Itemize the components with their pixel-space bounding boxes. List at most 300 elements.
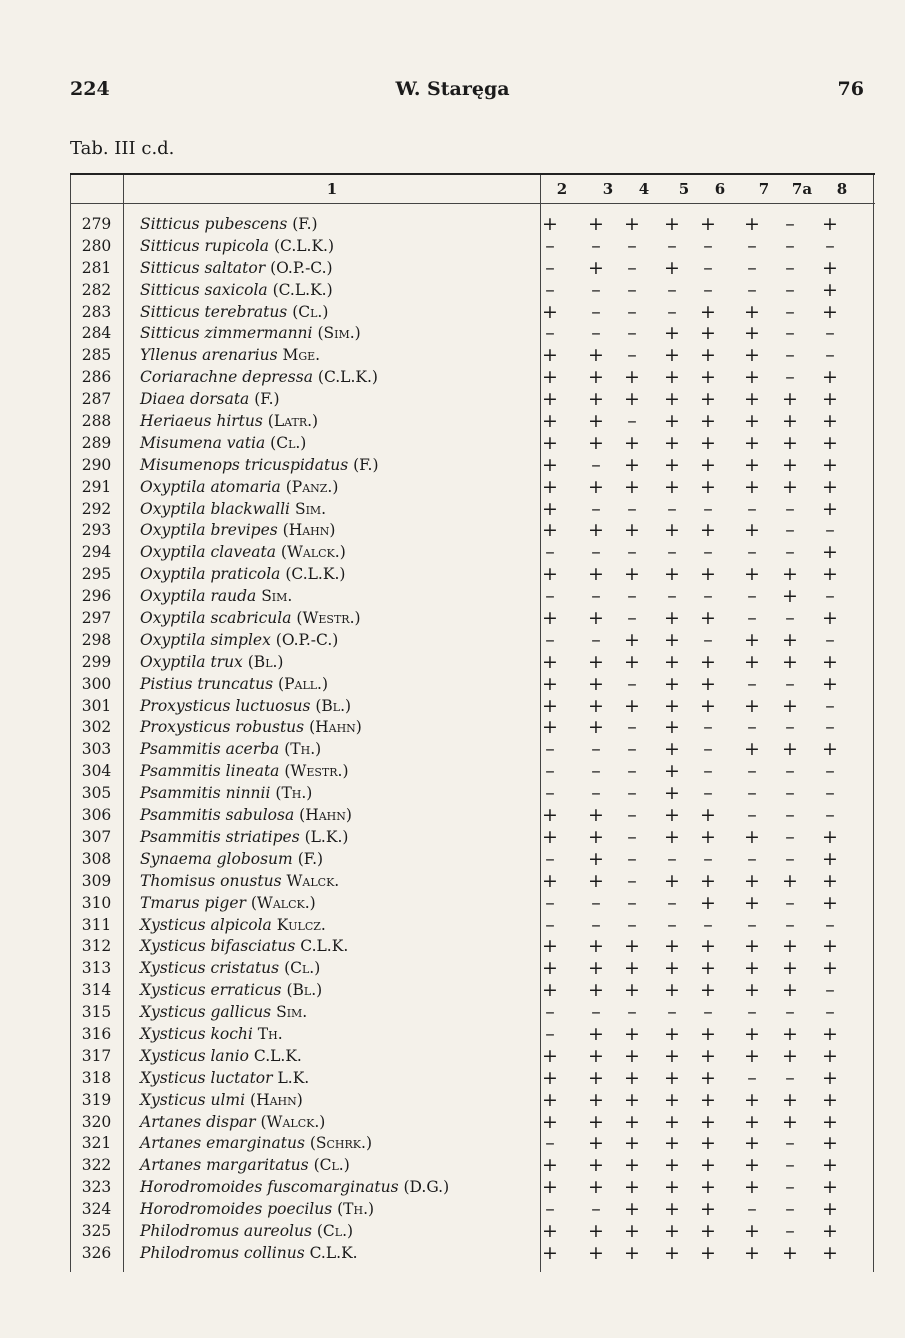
- species-binomial: Oxyptila simplex: [140, 630, 271, 649]
- absence-mark: –: [785, 847, 795, 870]
- table-row: [70, 716, 875, 738]
- presence-mark: +: [822, 1088, 838, 1111]
- species-binomial: Oxyptila atomaria: [140, 477, 281, 496]
- species-name: [140, 1134, 372, 1152]
- presence-mark: +: [588, 366, 604, 389]
- presence-mark: +: [744, 1132, 760, 1155]
- species-binomial: Psammitis lineata: [140, 762, 280, 781]
- species-name: [140, 1069, 309, 1087]
- row-number: 289: [81, 433, 112, 452]
- presence-mark: +: [700, 672, 716, 695]
- species-author: (Cl.): [313, 1156, 350, 1175]
- table-row: [70, 344, 875, 366]
- presence-mark: +: [822, 1219, 838, 1242]
- presence-mark: +: [664, 628, 680, 651]
- presence-mark: +: [822, 388, 838, 411]
- absence-mark: –: [627, 672, 637, 695]
- presence-mark: +: [624, 563, 640, 586]
- species-binomial: Xysticus luctator: [140, 1068, 273, 1087]
- presence-mark: +: [542, 366, 558, 389]
- species-binomial: Pistius truncatus: [140, 674, 274, 693]
- presence-mark: +: [542, 431, 558, 454]
- absence-mark: –: [627, 234, 637, 257]
- table-row: [70, 563, 875, 585]
- presence-mark: +: [700, 1066, 716, 1089]
- presence-mark: +: [624, 1176, 640, 1199]
- species-author: (F.): [292, 215, 318, 233]
- presence-mark: +: [744, 738, 760, 761]
- row-number: 301: [81, 696, 112, 715]
- absence-mark: –: [591, 782, 601, 805]
- absence-mark: –: [591, 278, 601, 301]
- presence-mark: +: [588, 935, 604, 958]
- table-row: [70, 695, 875, 717]
- table-row: [70, 848, 875, 870]
- presence-mark: +: [624, 453, 640, 476]
- species-author: (Latr.): [267, 412, 319, 431]
- table-row: [70, 1111, 875, 1133]
- absence-mark: –: [591, 738, 601, 761]
- presence-mark: +: [822, 957, 838, 980]
- presence-mark: +: [664, 1110, 680, 1133]
- presence-mark: +: [588, 388, 604, 411]
- row-number: 300: [81, 674, 112, 693]
- presence-mark: +: [542, 453, 558, 476]
- presence-mark: +: [542, 804, 558, 827]
- species-binomial: Psammitis acerba: [140, 740, 280, 759]
- presence-mark: +: [822, 1198, 838, 1221]
- presence-mark: +: [822, 213, 838, 235]
- absence-mark: –: [627, 869, 637, 892]
- absence-mark: –: [627, 322, 637, 345]
- species-author: Sim.: [294, 499, 327, 518]
- row-number: 314: [81, 981, 112, 1000]
- table-row: [70, 498, 875, 520]
- absence-mark: –: [667, 300, 677, 323]
- row-number: 279: [81, 215, 112, 233]
- absence-mark: –: [785, 891, 795, 914]
- row-number: 326: [81, 1243, 112, 1262]
- presence-mark: +: [822, 1022, 838, 1045]
- row-number: 319: [81, 1090, 112, 1109]
- presence-mark: +: [588, 825, 604, 848]
- species-author: (Panz.): [285, 477, 339, 496]
- species-name: [140, 762, 349, 780]
- absence-mark: –: [591, 891, 601, 914]
- presence-mark: +: [542, 716, 558, 739]
- presence-mark: +: [744, 869, 760, 892]
- species-name: [140, 434, 306, 452]
- species-binomial: Oxyptila trux: [140, 652, 243, 671]
- presence-mark: +: [588, 213, 604, 235]
- page-number-left: 224: [70, 78, 110, 100]
- presence-mark: +: [822, 497, 838, 520]
- presence-mark: +: [624, 475, 640, 498]
- presence-mark: +: [664, 1132, 680, 1155]
- absence-mark: –: [667, 891, 677, 914]
- species-author: Mge.: [282, 346, 321, 365]
- species-binomial: Oxyptila rauda: [140, 587, 257, 606]
- presence-mark: +: [588, 1066, 604, 1089]
- presence-mark: +: [588, 694, 604, 717]
- absence-mark: –: [667, 234, 677, 257]
- absence-mark: –: [703, 278, 713, 301]
- row-number: 286: [81, 368, 112, 387]
- absence-mark: –: [667, 585, 677, 608]
- presence-mark: +: [664, 453, 680, 476]
- presence-mark: +: [624, 957, 640, 980]
- species-binomial: Oxyptila brevipes: [140, 521, 278, 540]
- absence-mark: –: [591, 913, 601, 936]
- absence-mark: –: [703, 541, 713, 564]
- presence-mark: +: [542, 475, 558, 498]
- absence-mark: –: [627, 804, 637, 827]
- presence-mark: +: [624, 388, 640, 411]
- species-author: (O.P.-C.): [275, 630, 339, 649]
- table-caption: Tab. III c.d.: [70, 138, 175, 159]
- species-author: (Th.): [284, 740, 322, 759]
- absence-mark: –: [667, 541, 677, 564]
- presence-mark: +: [744, 891, 760, 914]
- species-binomial: Xysticus alpicola: [140, 915, 272, 934]
- table-row: [70, 1154, 875, 1176]
- absence-mark: –: [591, 585, 601, 608]
- species-binomial: Xysticus erraticus: [140, 981, 282, 1000]
- absence-mark: –: [545, 1132, 555, 1155]
- species-author: (Hahn): [250, 1090, 303, 1109]
- species-name: [140, 1047, 302, 1065]
- absence-mark: –: [627, 278, 637, 301]
- row-number: 302: [81, 718, 112, 737]
- absence-mark: –: [545, 913, 555, 936]
- species-binomial: Artanes dispar: [140, 1112, 256, 1131]
- presence-mark: +: [588, 1022, 604, 1045]
- row-number: 299: [81, 652, 112, 671]
- species-name: [140, 346, 320, 364]
- presence-mark: +: [744, 628, 760, 651]
- absence-mark: –: [825, 322, 835, 345]
- presence-mark: +: [700, 322, 716, 345]
- species-name: [140, 872, 339, 890]
- row-number: 307: [81, 827, 112, 846]
- species-author: (Westr.): [284, 762, 349, 781]
- presence-mark: +: [664, 563, 680, 586]
- presence-mark: +: [588, 716, 604, 739]
- presence-mark: +: [588, 1176, 604, 1199]
- presence-mark: +: [744, 1241, 760, 1264]
- absence-mark: –: [785, 1154, 795, 1177]
- absence-mark: –: [545, 628, 555, 651]
- row-number: 324: [81, 1200, 112, 1219]
- presence-mark: +: [542, 607, 558, 630]
- row-number: 318: [81, 1068, 112, 1087]
- row-number: 284: [81, 324, 112, 343]
- row-number: 288: [81, 412, 112, 431]
- table-body: [70, 213, 875, 1264]
- presence-mark: +: [624, 935, 640, 958]
- row-number: 297: [81, 609, 112, 628]
- presence-mark: +: [588, 1110, 604, 1133]
- row-number: 308: [81, 849, 112, 868]
- row-number: 325: [81, 1221, 112, 1240]
- absence-mark: –: [785, 1001, 795, 1024]
- table-row: [70, 366, 875, 388]
- species-name: [140, 1178, 449, 1196]
- presence-mark: +: [624, 431, 640, 454]
- species-author: Kulcz.: [276, 915, 326, 934]
- presence-mark: +: [700, 213, 716, 235]
- table-row: [70, 651, 875, 673]
- absence-mark: –: [591, 760, 601, 783]
- absence-mark: –: [747, 1198, 757, 1221]
- presence-mark: +: [588, 869, 604, 892]
- presence-mark: +: [744, 957, 760, 980]
- presence-mark: +: [744, 213, 760, 235]
- presence-mark: +: [542, 957, 558, 980]
- species-binomial: Sitticus saltator: [140, 258, 266, 277]
- column-header-4: 4: [638, 180, 650, 198]
- presence-mark: +: [700, 1198, 716, 1221]
- presence-mark: +: [782, 563, 798, 586]
- absence-mark: –: [627, 410, 637, 433]
- species-binomial: Philodromus collinus: [140, 1243, 305, 1262]
- species-author: (Pall.): [278, 674, 329, 693]
- presence-mark: +: [822, 869, 838, 892]
- species-binomial: Thomisus onustus: [140, 871, 282, 890]
- absence-mark: –: [825, 782, 835, 805]
- species-binomial: Diaea dorsata: [140, 390, 250, 409]
- species-author: C.L.K.: [309, 1243, 358, 1262]
- species-name: [140, 1222, 353, 1240]
- presence-mark: +: [822, 1241, 838, 1264]
- absence-mark: –: [703, 913, 713, 936]
- presence-mark: +: [664, 519, 680, 542]
- row-number: 320: [81, 1112, 112, 1131]
- absence-mark: –: [785, 1132, 795, 1155]
- species-binomial: Oxyptila praticola: [140, 565, 281, 584]
- absence-mark: –: [545, 738, 555, 761]
- column-header-8: 7a: [791, 180, 813, 198]
- presence-mark: +: [700, 1176, 716, 1199]
- absence-mark: –: [627, 891, 637, 914]
- row-number: 304: [81, 762, 112, 781]
- presence-mark: +: [822, 541, 838, 564]
- species-author: (Walck.): [250, 893, 316, 912]
- species-author: C.L.K.: [300, 937, 349, 956]
- table-row: [70, 476, 875, 498]
- presence-mark: +: [700, 1241, 716, 1264]
- species-author: (Cl.): [292, 302, 329, 321]
- presence-mark: +: [782, 585, 798, 608]
- row-number: 303: [81, 740, 112, 759]
- presence-mark: +: [744, 1088, 760, 1111]
- absence-mark: –: [785, 234, 795, 257]
- species-author: (C.L.K.): [285, 565, 346, 584]
- absence-mark: –: [747, 1066, 757, 1089]
- table-row: [70, 257, 875, 279]
- absence-mark: –: [747, 234, 757, 257]
- presence-mark: +: [624, 1110, 640, 1133]
- row-number: 291: [81, 477, 112, 496]
- absence-mark: –: [627, 256, 637, 279]
- presence-mark: +: [782, 388, 798, 411]
- species-binomial: Psammitis striatipes: [140, 827, 300, 846]
- table-row: [70, 235, 875, 257]
- species-name: [140, 1113, 325, 1131]
- absence-mark: –: [545, 278, 555, 301]
- presence-mark: +: [700, 1022, 716, 1045]
- presence-mark: +: [700, 475, 716, 498]
- row-number: 309: [81, 871, 112, 890]
- species-author: (F.): [353, 455, 379, 474]
- presence-mark: +: [744, 694, 760, 717]
- row-number: 310: [81, 893, 112, 912]
- presence-mark: +: [664, 760, 680, 783]
- absence-mark: –: [747, 278, 757, 301]
- presence-mark: +: [624, 1198, 640, 1221]
- table-row: [70, 1220, 875, 1242]
- presence-mark: +: [700, 825, 716, 848]
- absence-mark: –: [545, 234, 555, 257]
- presence-mark: +: [542, 694, 558, 717]
- absence-mark: –: [627, 913, 637, 936]
- species-author: (Hahn): [309, 718, 362, 737]
- presence-mark: +: [542, 935, 558, 958]
- presence-mark: +: [700, 1154, 716, 1177]
- presence-mark: +: [700, 410, 716, 433]
- species-binomial: Xysticus gallicus: [140, 1003, 272, 1022]
- presence-mark: +: [822, 738, 838, 761]
- presence-mark: +: [664, 825, 680, 848]
- presence-mark: +: [664, 738, 680, 761]
- presence-mark: +: [664, 344, 680, 367]
- species-author: (Cl.): [316, 1221, 354, 1240]
- absence-mark: –: [747, 716, 757, 739]
- absence-mark: –: [747, 585, 757, 608]
- table-row: [70, 1001, 875, 1023]
- absence-mark: –: [591, 497, 601, 520]
- presence-mark: +: [822, 563, 838, 586]
- species-author: (Bl.): [286, 981, 323, 1000]
- presence-mark: +: [744, 322, 760, 345]
- table-row: [70, 826, 875, 848]
- presence-mark: +: [822, 1154, 838, 1177]
- presence-mark: +: [664, 869, 680, 892]
- presence-mark: +: [542, 979, 558, 1002]
- presence-mark: +: [664, 410, 680, 433]
- species-author: Th.: [257, 1024, 283, 1043]
- species-name: [140, 303, 328, 321]
- species-author: (Hahn): [282, 521, 336, 540]
- presence-mark: +: [700, 388, 716, 411]
- species-name: [140, 565, 345, 583]
- presence-mark: +: [664, 782, 680, 805]
- table-row: [70, 1089, 875, 1111]
- absence-mark: –: [825, 344, 835, 367]
- presence-mark: +: [744, 475, 760, 498]
- presence-mark: +: [744, 563, 760, 586]
- species-name: [140, 806, 352, 824]
- table-row: [70, 519, 875, 541]
- presence-mark: +: [664, 716, 680, 739]
- presence-mark: +: [782, 410, 798, 433]
- row-number: 313: [81, 959, 112, 978]
- presence-mark: +: [744, 935, 760, 958]
- presence-mark: +: [782, 1044, 798, 1067]
- table-row: [70, 279, 875, 301]
- absence-mark: –: [627, 585, 637, 608]
- species-author: (C.L.K.): [317, 368, 378, 387]
- species-name: [140, 1200, 374, 1218]
- presence-mark: +: [588, 1132, 604, 1155]
- table-row: [70, 892, 875, 914]
- presence-mark: +: [664, 475, 680, 498]
- row-number: 321: [81, 1134, 112, 1153]
- absence-mark: –: [591, 300, 601, 323]
- absence-mark: –: [545, 847, 555, 870]
- absence-mark: –: [591, 541, 601, 564]
- species-name: [140, 543, 346, 561]
- species-name: [140, 456, 379, 474]
- presence-mark: +: [542, 1088, 558, 1111]
- presence-mark: +: [664, 1088, 680, 1111]
- presence-mark: +: [782, 1022, 798, 1045]
- absence-mark: –: [747, 497, 757, 520]
- absence-mark: –: [667, 847, 677, 870]
- absence-mark: –: [825, 760, 835, 783]
- table-row: [70, 804, 875, 826]
- presence-mark: +: [624, 650, 640, 673]
- presence-mark: +: [744, 453, 760, 476]
- presence-mark: +: [700, 979, 716, 1002]
- species-binomial: Synaema globosum: [140, 849, 293, 868]
- species-binomial: Sitticus pubescens: [140, 215, 288, 233]
- absence-mark: –: [785, 672, 795, 695]
- absence-mark: –: [785, 519, 795, 542]
- absence-mark: –: [627, 760, 637, 783]
- presence-mark: +: [782, 979, 798, 1002]
- presence-mark: +: [588, 1088, 604, 1111]
- presence-mark: +: [744, 366, 760, 389]
- absence-mark: –: [785, 497, 795, 520]
- absence-mark: –: [545, 1022, 555, 1045]
- presence-mark: +: [744, 344, 760, 367]
- species-author: (Cl.): [284, 959, 321, 978]
- presence-mark: +: [822, 650, 838, 673]
- species-table: [70, 173, 875, 1272]
- presence-mark: +: [588, 607, 604, 630]
- presence-mark: +: [542, 869, 558, 892]
- presence-mark: +: [822, 1044, 838, 1067]
- species-name: [140, 390, 280, 408]
- presence-mark: +: [782, 935, 798, 958]
- absence-mark: –: [545, 322, 555, 345]
- species-author: (Cl.): [270, 433, 307, 452]
- column-header-2: 2: [556, 180, 568, 198]
- presence-mark: +: [588, 847, 604, 870]
- presence-mark: +: [664, 1154, 680, 1177]
- presence-mark: +: [588, 1044, 604, 1067]
- absence-mark: –: [747, 607, 757, 630]
- table-row: [70, 388, 875, 410]
- absence-mark: –: [703, 738, 713, 761]
- presence-mark: +: [664, 694, 680, 717]
- column-header-5: 5: [678, 180, 690, 198]
- absence-mark: –: [545, 585, 555, 608]
- presence-mark: +: [782, 869, 798, 892]
- row-number: 295: [81, 565, 112, 584]
- presence-mark: +: [624, 628, 640, 651]
